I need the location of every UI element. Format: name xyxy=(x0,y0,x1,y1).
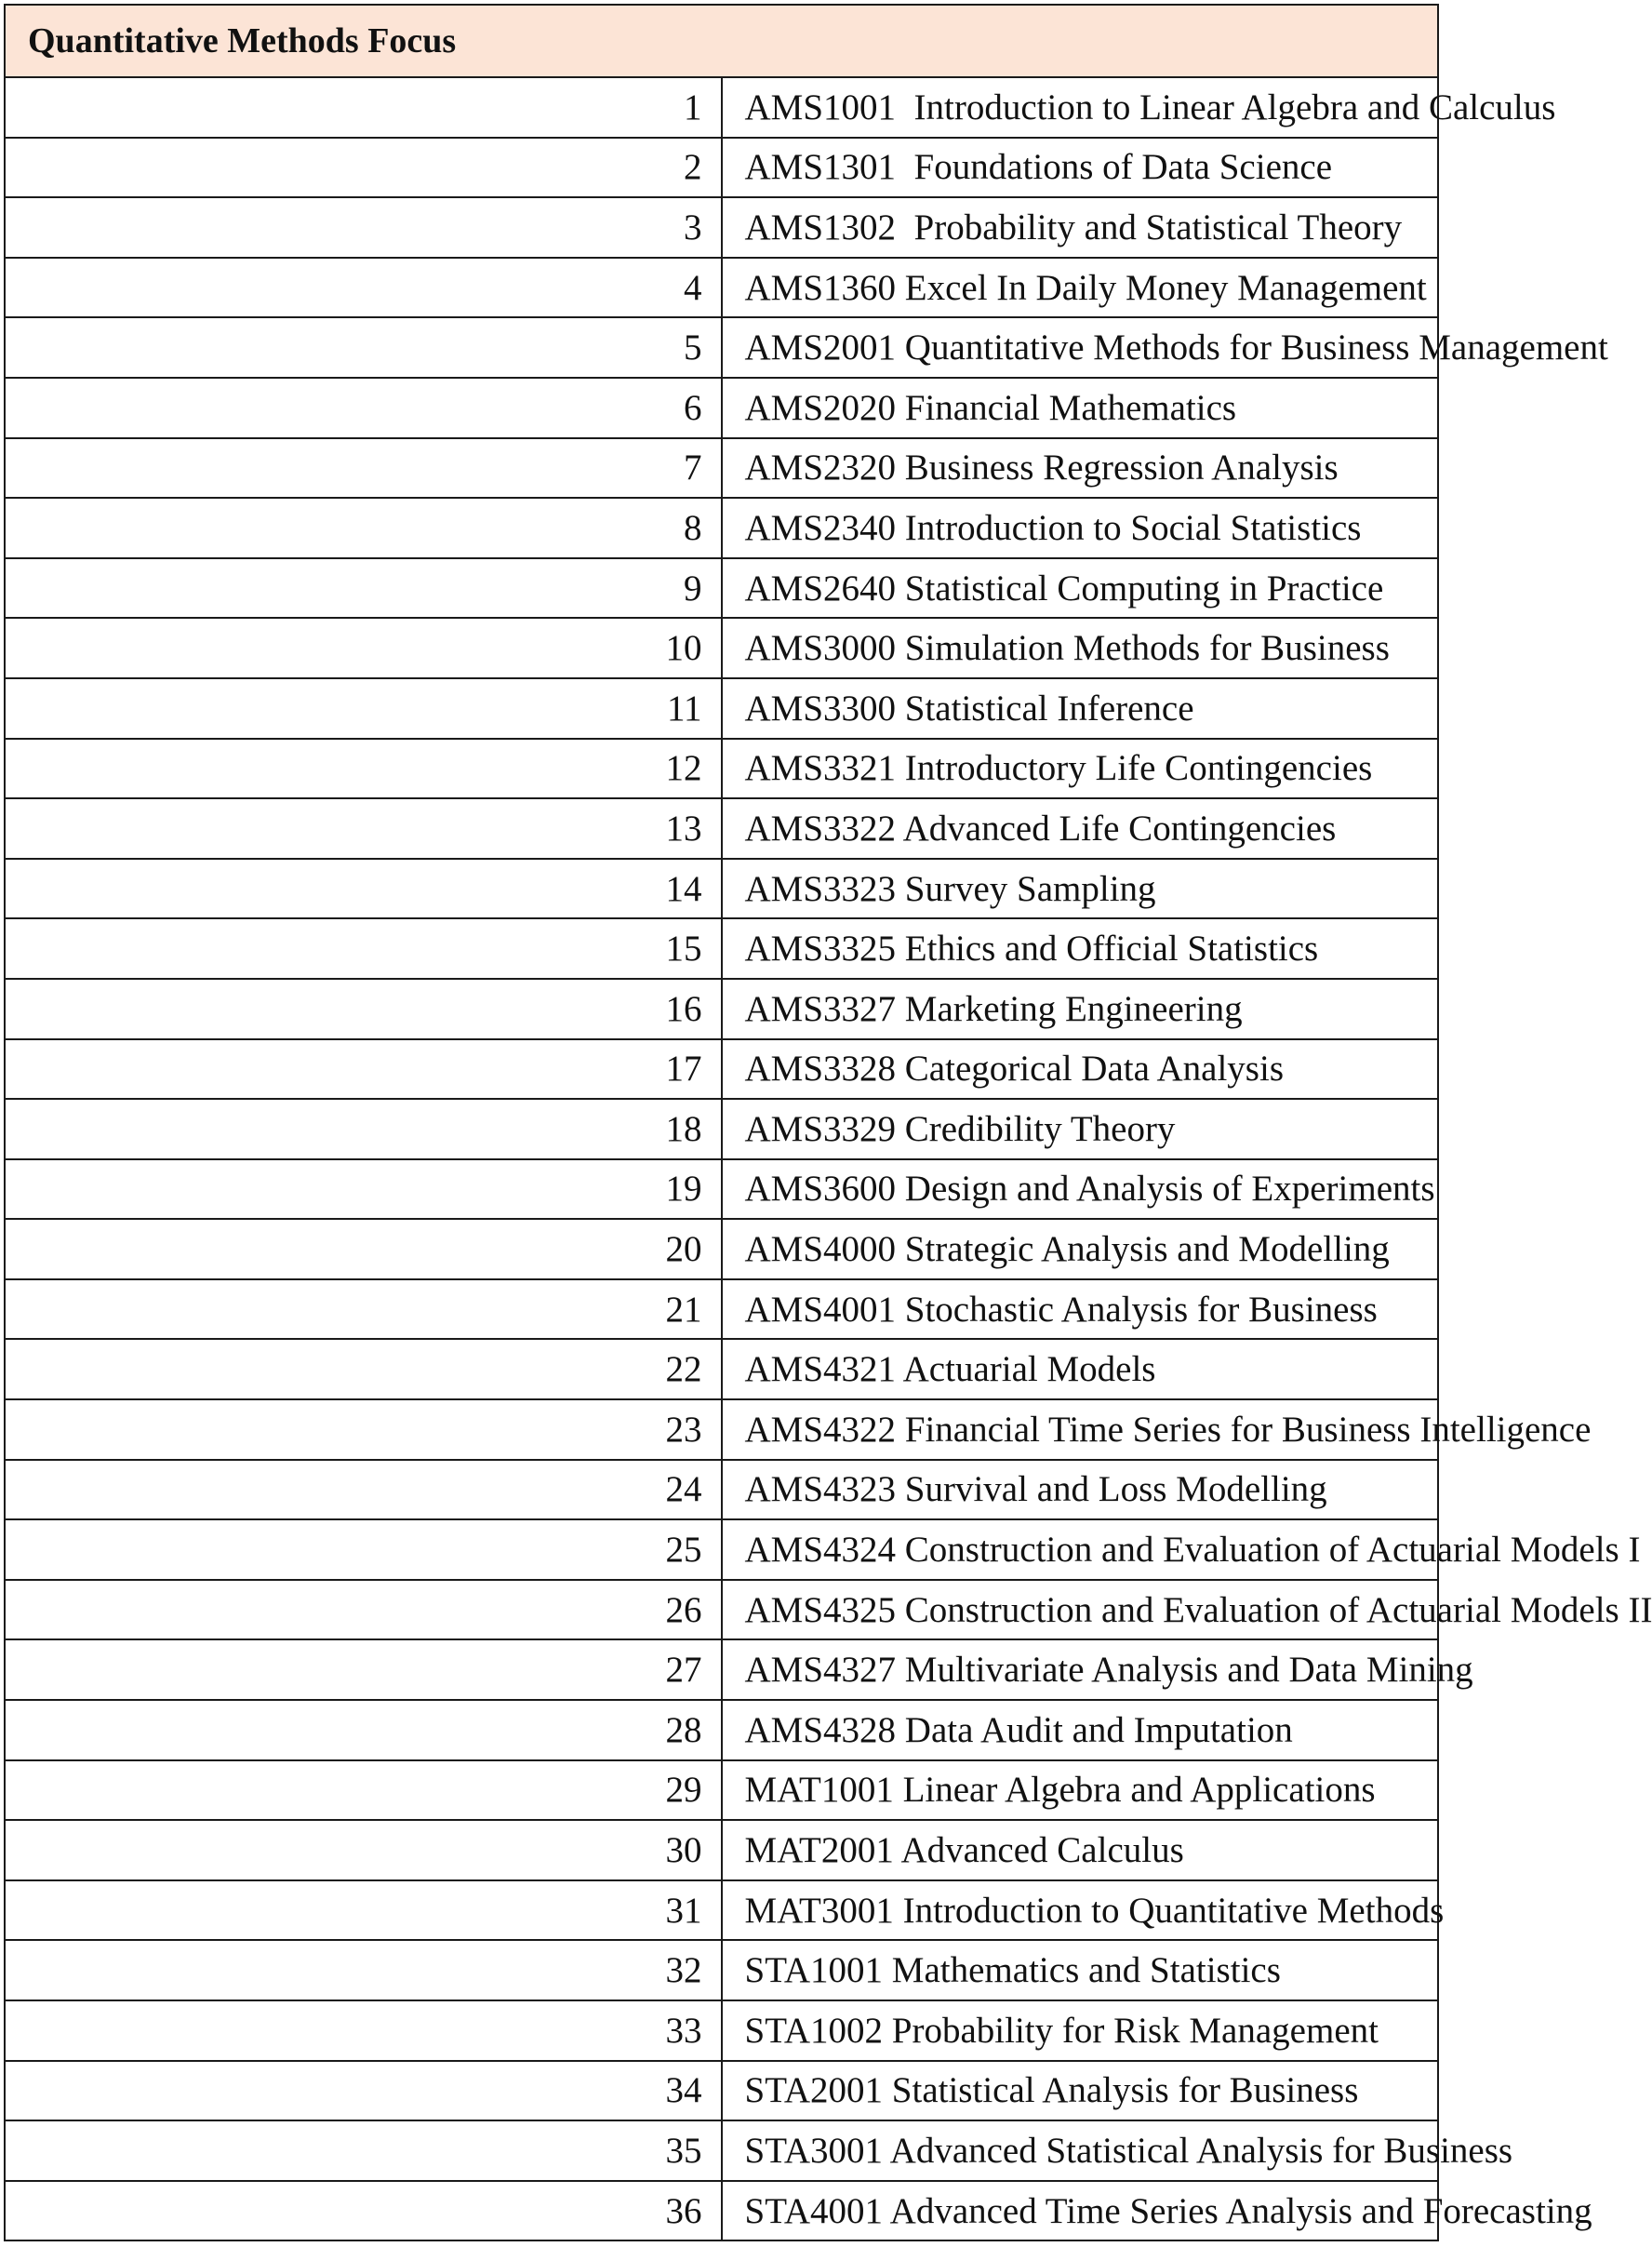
table-row xyxy=(5,1580,1438,1640)
row-number: 30 xyxy=(5,1820,722,1880)
row-number: 27 xyxy=(5,1639,722,1700)
row-number: 8 xyxy=(5,498,722,558)
row-number: 32 xyxy=(5,1940,722,2000)
table-row xyxy=(5,1039,1438,1100)
course-name: AMS3321 Introductory Life Contingencies xyxy=(722,739,1439,799)
course-name: AMS3327 Marketing Engineering xyxy=(722,979,1439,1039)
course-name: AMS1001 Introduction to Linear Algebra and Calculus xyxy=(722,77,1439,138)
row-number: 34 xyxy=(5,2061,722,2121)
row-number: 33 xyxy=(5,2000,722,2061)
table-row xyxy=(5,739,1438,799)
table-row xyxy=(5,378,1438,438)
course-name: MAT2001 Advanced Calculus xyxy=(722,1820,1439,1880)
row-number: 7 xyxy=(5,438,722,499)
table-header-row xyxy=(5,5,1438,77)
course-name: AMS1301 Foundations of Data Science xyxy=(722,138,1439,198)
row-number: 10 xyxy=(5,618,722,678)
course-name: AMS4000 Strategic Analysis and Modelling xyxy=(722,1219,1439,1279)
course-name: STA4001 Advanced Time Series Analysis and Forecasting xyxy=(722,2181,1439,2241)
row-number: 15 xyxy=(5,918,722,979)
table-row xyxy=(5,498,1438,558)
table-row xyxy=(5,2181,1438,2241)
table-row xyxy=(5,1099,1438,1159)
course-name: MAT3001 Introduction to Quantitative Methods xyxy=(722,1880,1439,1941)
course-name: AMS3323 Survey Sampling xyxy=(722,859,1439,919)
table-row xyxy=(5,1519,1438,1580)
row-number: 23 xyxy=(5,1399,722,1460)
course-name: AMS4322 Financial Time Series for Business Intelligence xyxy=(722,1399,1439,1460)
row-number: 20 xyxy=(5,1219,722,1279)
table-row xyxy=(5,1940,1438,2000)
course-name: AMS3328 Categorical Data Analysis xyxy=(722,1039,1439,1100)
table-row xyxy=(5,317,1438,378)
table-row xyxy=(5,678,1438,739)
row-number: 18 xyxy=(5,1099,722,1159)
table-row xyxy=(5,197,1438,258)
course-name: AMS4001 Stochastic Analysis for Business xyxy=(722,1279,1439,1340)
row-number: 36 xyxy=(5,2181,722,2241)
row-number: 17 xyxy=(5,1039,722,1100)
row-number: 21 xyxy=(5,1279,722,1340)
table-row xyxy=(5,1760,1438,1821)
row-number: 26 xyxy=(5,1580,722,1640)
row-number: 25 xyxy=(5,1519,722,1580)
table-row xyxy=(5,859,1438,919)
table-row xyxy=(5,1159,1438,1220)
row-number: 28 xyxy=(5,1700,722,1760)
row-number: 11 xyxy=(5,678,722,739)
table-row xyxy=(5,558,1438,619)
table-title: Quantitative Methods Focus xyxy=(5,5,1438,77)
row-number: 35 xyxy=(5,2120,722,2181)
course-name: AMS4325 Construction and Evaluation of Actuarial Models II xyxy=(722,1580,1439,1640)
table-row xyxy=(5,1880,1438,1941)
course-name: AMS4328 Data Audit and Imputation xyxy=(722,1700,1439,1760)
course-name: AMS3322 Advanced Life Contingencies xyxy=(722,798,1439,859)
table-row xyxy=(5,2061,1438,2121)
table-row xyxy=(5,618,1438,678)
row-number: 6 xyxy=(5,378,722,438)
course-name: AMS4324 Construction and Evaluation of Actuarial Models I xyxy=(722,1519,1439,1580)
row-number: 1 xyxy=(5,77,722,138)
table-row xyxy=(5,979,1438,1039)
course-name: AMS4321 Actuarial Models xyxy=(722,1339,1439,1399)
row-number: 29 xyxy=(5,1760,722,1821)
table-row xyxy=(5,2120,1438,2181)
course-name: AMS3300 Statistical Inference xyxy=(722,678,1439,739)
table-row xyxy=(5,258,1438,318)
course-name: MAT1001 Linear Algebra and Applications xyxy=(722,1760,1439,1821)
table-row xyxy=(5,2000,1438,2061)
row-number: 9 xyxy=(5,558,722,619)
course-name: AMS3000 Simulation Methods for Business xyxy=(722,618,1439,678)
course-name: AMS2001 Quantitative Methods for Business Management xyxy=(722,317,1439,378)
course-table xyxy=(4,4,1652,2241)
table-row xyxy=(5,1339,1438,1399)
table-row xyxy=(5,438,1438,499)
course-name: AMS3329 Credibility Theory xyxy=(722,1099,1439,1159)
table-row xyxy=(5,918,1438,979)
course-name: AMS4323 Survival and Loss Modelling xyxy=(722,1460,1439,1520)
row-number: 19 xyxy=(5,1159,722,1220)
course-name: AMS2640 Statistical Computing in Practice xyxy=(722,558,1439,619)
table-row xyxy=(5,1460,1438,1520)
course-name: STA2001 Statistical Analysis for Business xyxy=(722,2061,1439,2121)
row-number: 31 xyxy=(5,1880,722,1941)
table-row xyxy=(5,798,1438,859)
course-name: AMS3600 Design and Analysis of Experiments xyxy=(722,1159,1439,1220)
course-name: AMS4327 Multivariate Analysis and Data Mining xyxy=(722,1639,1439,1700)
course-name: AMS3325 Ethics and Official Statistics xyxy=(722,918,1439,979)
course-name: AMS1302 Probability and Statistical Theory xyxy=(722,197,1439,258)
row-number: 13 xyxy=(5,798,722,859)
course-name: STA1001 Mathematics and Statistics xyxy=(722,1940,1439,2000)
course-name: AMS2320 Business Regression Analysis xyxy=(722,438,1439,499)
table-row xyxy=(5,1639,1438,1700)
table-row xyxy=(5,1700,1438,1760)
table-body xyxy=(5,77,1652,2240)
row-number: 5 xyxy=(5,317,722,378)
course-name: AMS2340 Introduction to Social Statistics xyxy=(722,498,1439,558)
course-name: STA3001 Advanced Statistical Analysis for Business xyxy=(722,2120,1439,2181)
table-row xyxy=(5,138,1438,198)
row-number: 4 xyxy=(5,258,722,318)
course-name: STA1002 Probability for Risk Management xyxy=(722,2000,1439,2061)
course-name: AMS2020 Financial Mathematics xyxy=(722,378,1439,438)
row-number: 22 xyxy=(5,1339,722,1399)
table-row xyxy=(5,77,1438,138)
table-row xyxy=(5,1820,1438,1880)
table-row xyxy=(5,1399,1438,1460)
row-number: 14 xyxy=(5,859,722,919)
row-number: 24 xyxy=(5,1460,722,1520)
row-number: 16 xyxy=(5,979,722,1039)
row-number: 3 xyxy=(5,197,722,258)
table-row xyxy=(5,1279,1438,1340)
row-number: 12 xyxy=(5,739,722,799)
course-name: AMS1360 Excel In Daily Money Management xyxy=(722,258,1439,318)
table-row xyxy=(5,1219,1438,1279)
row-number: 2 xyxy=(5,138,722,198)
